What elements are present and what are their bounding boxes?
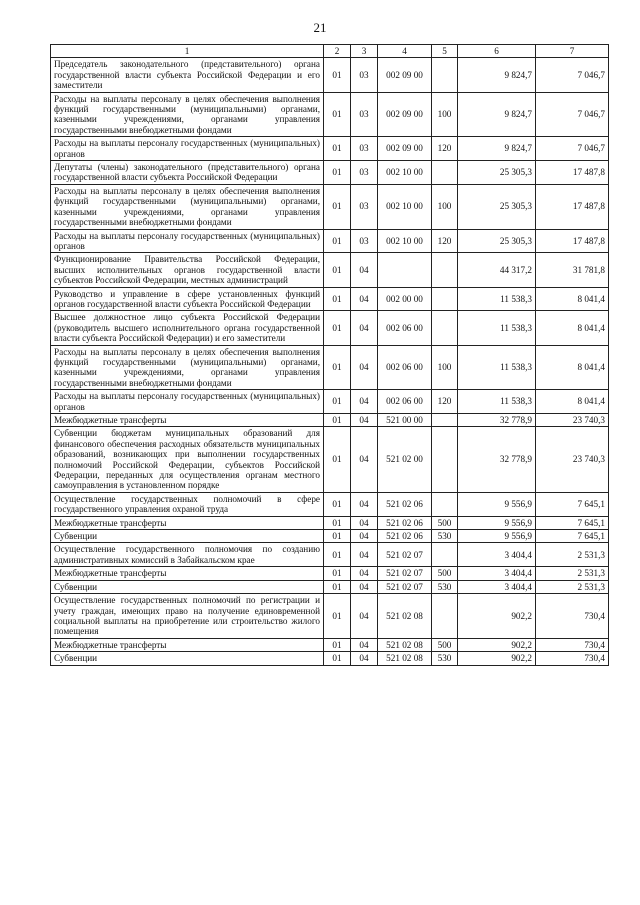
section-code: 01 — [324, 184, 351, 229]
section-code: 01 — [324, 58, 351, 92]
item-name: Субвенции — [51, 530, 324, 543]
page-number: 21 — [313, 20, 327, 35]
amount-col-7: 2 531,3 — [536, 543, 609, 567]
subsection-code: 04 — [351, 345, 378, 390]
item-name: Субвенции — [51, 652, 324, 665]
subsection-code: 04 — [351, 516, 378, 529]
table-row — [51, 543, 609, 567]
expense-type-code: 500 — [432, 567, 458, 580]
expense-type-code — [432, 594, 458, 639]
target-article-code: 002 06 00 — [378, 345, 432, 390]
target-article-code: 521 02 08 — [378, 594, 432, 639]
table-row — [51, 567, 609, 580]
amount-col-6: 9 556,9 — [458, 530, 536, 543]
amount-col-6: 25 305,3 — [458, 184, 536, 229]
table-row — [51, 594, 609, 639]
table-row — [51, 58, 609, 92]
amount-col-6: 3 404,4 — [458, 543, 536, 567]
subsection-code: 04 — [351, 414, 378, 427]
subsection-code: 04 — [351, 427, 378, 492]
item-name: Осуществление государственных полномочий по регистрации и учету граждан, имеющих право на получение единовременной социальной выплаты на приобретение или строительство жилого помещения — [51, 594, 324, 639]
expense-type-code — [432, 58, 458, 92]
item-name: Межбюджетные трансферты — [51, 516, 324, 529]
subsection-code: 04 — [351, 311, 378, 345]
amount-col-6: 25 305,3 — [458, 161, 536, 185]
expense-type-code: 120 — [432, 390, 458, 414]
target-article-code: 521 02 07 — [378, 580, 432, 593]
section-code: 01 — [324, 543, 351, 567]
table-row — [51, 311, 609, 345]
amount-col-6: 3 404,4 — [458, 580, 536, 593]
header-col-4: 4 — [378, 45, 432, 58]
target-article-code: 521 02 07 — [378, 567, 432, 580]
target-article-code: 521 02 06 — [378, 492, 432, 516]
item-name: Осуществление государственного полномочия по созданию административных комиссий в Забайкальском крае — [51, 543, 324, 567]
section-code: 01 — [324, 652, 351, 665]
amount-col-7: 17 487,8 — [536, 161, 609, 185]
amount-col-7: 7 046,7 — [536, 92, 609, 137]
subsection-code: 04 — [351, 530, 378, 543]
section-code: 01 — [324, 516, 351, 529]
item-name: Межбюджетные трансферты — [51, 414, 324, 427]
table-row — [51, 427, 609, 492]
amount-col-7: 2 531,3 — [536, 567, 609, 580]
item-name: Высшее должностное лицо субъекта Российской Федерации (руководитель высшего исполнительного органа государственной власти субъекта Российской Федерации) и его заместители — [51, 311, 324, 345]
item-name: Расходы на выплаты персоналу государственных (муниципальных) органов — [51, 390, 324, 414]
section-code: 01 — [324, 492, 351, 516]
subsection-code: 04 — [351, 594, 378, 639]
target-article-code: 521 02 06 — [378, 516, 432, 529]
amount-col-7: 23 740,3 — [536, 414, 609, 427]
expense-type-code: 100 — [432, 184, 458, 229]
table-row — [51, 492, 609, 516]
amount-col-6: 11 538,3 — [458, 287, 536, 311]
header-col-1: 1 — [51, 45, 324, 58]
item-name: Осуществление государственных полномочий в сфере государственного управления охраной труда — [51, 492, 324, 516]
table-row — [51, 530, 609, 543]
item-name: Расходы на выплаты персоналу государственных (муниципальных) органов — [51, 137, 324, 161]
amount-col-7: 7 046,7 — [536, 58, 609, 92]
section-code: 01 — [324, 594, 351, 639]
item-name: Расходы на выплаты персоналу в целях обеспечения выполнения функций государственными (муниципальными) органами, казенными учреждениями, органами управления государственными внебюджетными фондами — [51, 92, 324, 137]
subsection-code: 03 — [351, 229, 378, 253]
item-name: Руководство и управление в сфере установленных функций органов государственной власти субъекта Российской Федерации — [51, 287, 324, 311]
subsection-code: 04 — [351, 652, 378, 665]
table-row — [51, 184, 609, 229]
table-row — [51, 516, 609, 529]
table-row — [51, 638, 609, 651]
item-name: Межбюджетные трансферты — [51, 638, 324, 651]
expense-type-code: 100 — [432, 92, 458, 137]
header-col-5: 5 — [432, 45, 458, 58]
header-col-3: 3 — [351, 45, 378, 58]
item-name: Председатель законодательного (представительного) органа государственной власти субъекта Российской Федерации и его заместители — [51, 58, 324, 92]
expense-type-code — [432, 492, 458, 516]
amount-col-7: 23 740,3 — [536, 427, 609, 492]
target-article-code: 002 06 00 — [378, 311, 432, 345]
item-name: Субвенции бюджетам муниципальных образований для финансового обеспечения расходных обязательств муниципальных образований, возникающих при выполнении государственных полномочий Российской Федерации, субъектов Российской Федерации, переданных для осуществления органам местного самоуправления в установленном порядке — [51, 427, 324, 492]
amount-col-7: 8 041,4 — [536, 390, 609, 414]
table-row — [51, 229, 609, 253]
target-article-code: 002 09 00 — [378, 137, 432, 161]
item-name: Расходы на выплаты персоналу в целях обеспечения выполнения функций государственными (муниципальными) органами, казенными учреждениями, органами управления государственными внебюджетными фондами — [51, 184, 324, 229]
subsection-code: 04 — [351, 638, 378, 651]
expense-type-code: 120 — [432, 229, 458, 253]
table-row — [51, 287, 609, 311]
target-article-code: 002 10 00 — [378, 229, 432, 253]
amount-col-7: 8 041,4 — [536, 311, 609, 345]
expense-type-code: 530 — [432, 530, 458, 543]
table-row — [51, 161, 609, 185]
budget-table — [50, 44, 609, 666]
expense-type-code — [432, 414, 458, 427]
amount-col-6: 44 317,2 — [458, 253, 536, 287]
amount-col-6: 9 556,9 — [458, 492, 536, 516]
amount-col-7: 730,4 — [536, 652, 609, 665]
section-code: 01 — [324, 137, 351, 161]
expense-type-code: 500 — [432, 638, 458, 651]
table-row — [51, 652, 609, 665]
amount-col-6: 902,2 — [458, 638, 536, 651]
subsection-code: 04 — [351, 253, 378, 287]
subsection-code: 03 — [351, 161, 378, 185]
target-article-code: 002 06 00 — [378, 390, 432, 414]
item-name: Функционирование Правительства Российской Федерации, высших исполнительных органов государственной власти субъектов Российской Федерации, местных администраций — [51, 253, 324, 287]
expense-type-code — [432, 427, 458, 492]
amount-col-6: 32 778,9 — [458, 414, 536, 427]
expense-type-code: 100 — [432, 345, 458, 390]
amount-col-6: 9 824,7 — [458, 92, 536, 137]
section-code: 01 — [324, 287, 351, 311]
expense-type-code — [432, 161, 458, 185]
section-code: 01 — [324, 414, 351, 427]
item-name: Субвенции — [51, 580, 324, 593]
item-name: Депутаты (члены) законодательного (представительного) органа государственной власти субъекта Российской Федерации — [51, 161, 324, 185]
amount-col-6: 11 538,3 — [458, 345, 536, 390]
target-article-code: 521 02 07 — [378, 543, 432, 567]
amount-col-7: 7 645,1 — [536, 492, 609, 516]
expense-type-code — [432, 543, 458, 567]
table-row — [51, 390, 609, 414]
target-article-code: 521 02 08 — [378, 638, 432, 651]
amount-col-6: 32 778,9 — [458, 427, 536, 492]
target-article-code: 002 09 00 — [378, 58, 432, 92]
table-row — [51, 345, 609, 390]
section-code: 01 — [324, 638, 351, 651]
subsection-code: 03 — [351, 92, 378, 137]
target-article-code — [378, 253, 432, 287]
table-body — [51, 45, 609, 666]
amount-col-6: 9 824,7 — [458, 137, 536, 161]
expense-type-code: 530 — [432, 580, 458, 593]
table-row — [51, 414, 609, 427]
target-article-code: 521 02 08 — [378, 652, 432, 665]
section-code: 01 — [324, 161, 351, 185]
target-article-code: 521 02 06 — [378, 530, 432, 543]
section-code: 01 — [324, 567, 351, 580]
section-code: 01 — [324, 311, 351, 345]
subsection-code: 03 — [351, 184, 378, 229]
table-row — [51, 253, 609, 287]
section-code: 01 — [324, 580, 351, 593]
amount-col-6: 3 404,4 — [458, 567, 536, 580]
amount-col-6: 11 538,3 — [458, 311, 536, 345]
expense-type-code — [432, 253, 458, 287]
table-header-row — [51, 45, 609, 58]
amount-col-6: 902,2 — [458, 594, 536, 639]
amount-col-7: 8 041,4 — [536, 345, 609, 390]
target-article-code: 002 00 00 — [378, 287, 432, 311]
amount-col-7: 730,4 — [536, 594, 609, 639]
target-article-code: 002 10 00 — [378, 161, 432, 185]
amount-col-6: 11 538,3 — [458, 390, 536, 414]
item-name: Расходы на выплаты персоналу в целях обеспечения выполнения функций государственными (муниципальными) органами, казенными учреждениями, органами управления государственными внебюджетными фондами — [51, 345, 324, 390]
section-code: 01 — [324, 530, 351, 543]
amount-col-6: 25 305,3 — [458, 229, 536, 253]
amount-col-6: 9 556,9 — [458, 516, 536, 529]
header-col-2: 2 — [324, 45, 351, 58]
subsection-code: 04 — [351, 580, 378, 593]
expense-type-code: 500 — [432, 516, 458, 529]
header-col-7: 7 — [536, 45, 609, 58]
table-row — [51, 580, 609, 593]
expense-type-code — [432, 287, 458, 311]
subsection-code: 04 — [351, 543, 378, 567]
amount-col-7: 2 531,3 — [536, 580, 609, 593]
amount-col-6: 9 824,7 — [458, 58, 536, 92]
subsection-code: 04 — [351, 492, 378, 516]
amount-col-7: 7 645,1 — [536, 530, 609, 543]
table-row — [51, 92, 609, 137]
target-article-code: 002 10 00 — [378, 184, 432, 229]
item-name: Межбюджетные трансферты — [51, 567, 324, 580]
amount-col-7: 8 041,4 — [536, 287, 609, 311]
target-article-code: 002 09 00 — [378, 92, 432, 137]
subsection-code: 03 — [351, 58, 378, 92]
amount-col-7: 7 046,7 — [536, 137, 609, 161]
amount-col-7: 31 781,8 — [536, 253, 609, 287]
expense-type-code: 530 — [432, 652, 458, 665]
subsection-code: 03 — [351, 137, 378, 161]
section-code: 01 — [324, 253, 351, 287]
amount-col-6: 902,2 — [458, 652, 536, 665]
section-code: 01 — [324, 92, 351, 137]
target-article-code: 521 02 00 — [378, 427, 432, 492]
table-row — [51, 137, 609, 161]
section-code: 01 — [324, 345, 351, 390]
header-col-6: 6 — [458, 45, 536, 58]
expense-type-code: 120 — [432, 137, 458, 161]
item-name: Расходы на выплаты персоналу государственных (муниципальных) органов — [51, 229, 324, 253]
section-code: 01 — [324, 427, 351, 492]
subsection-code: 04 — [351, 390, 378, 414]
subsection-code: 04 — [351, 287, 378, 311]
section-code: 01 — [324, 390, 351, 414]
amount-col-7: 730,4 — [536, 638, 609, 651]
section-code: 01 — [324, 229, 351, 253]
target-article-code: 521 00 00 — [378, 414, 432, 427]
amount-col-7: 7 645,1 — [536, 516, 609, 529]
amount-col-7: 17 487,8 — [536, 229, 609, 253]
expense-type-code — [432, 311, 458, 345]
amount-col-7: 17 487,8 — [536, 184, 609, 229]
subsection-code: 04 — [351, 567, 378, 580]
